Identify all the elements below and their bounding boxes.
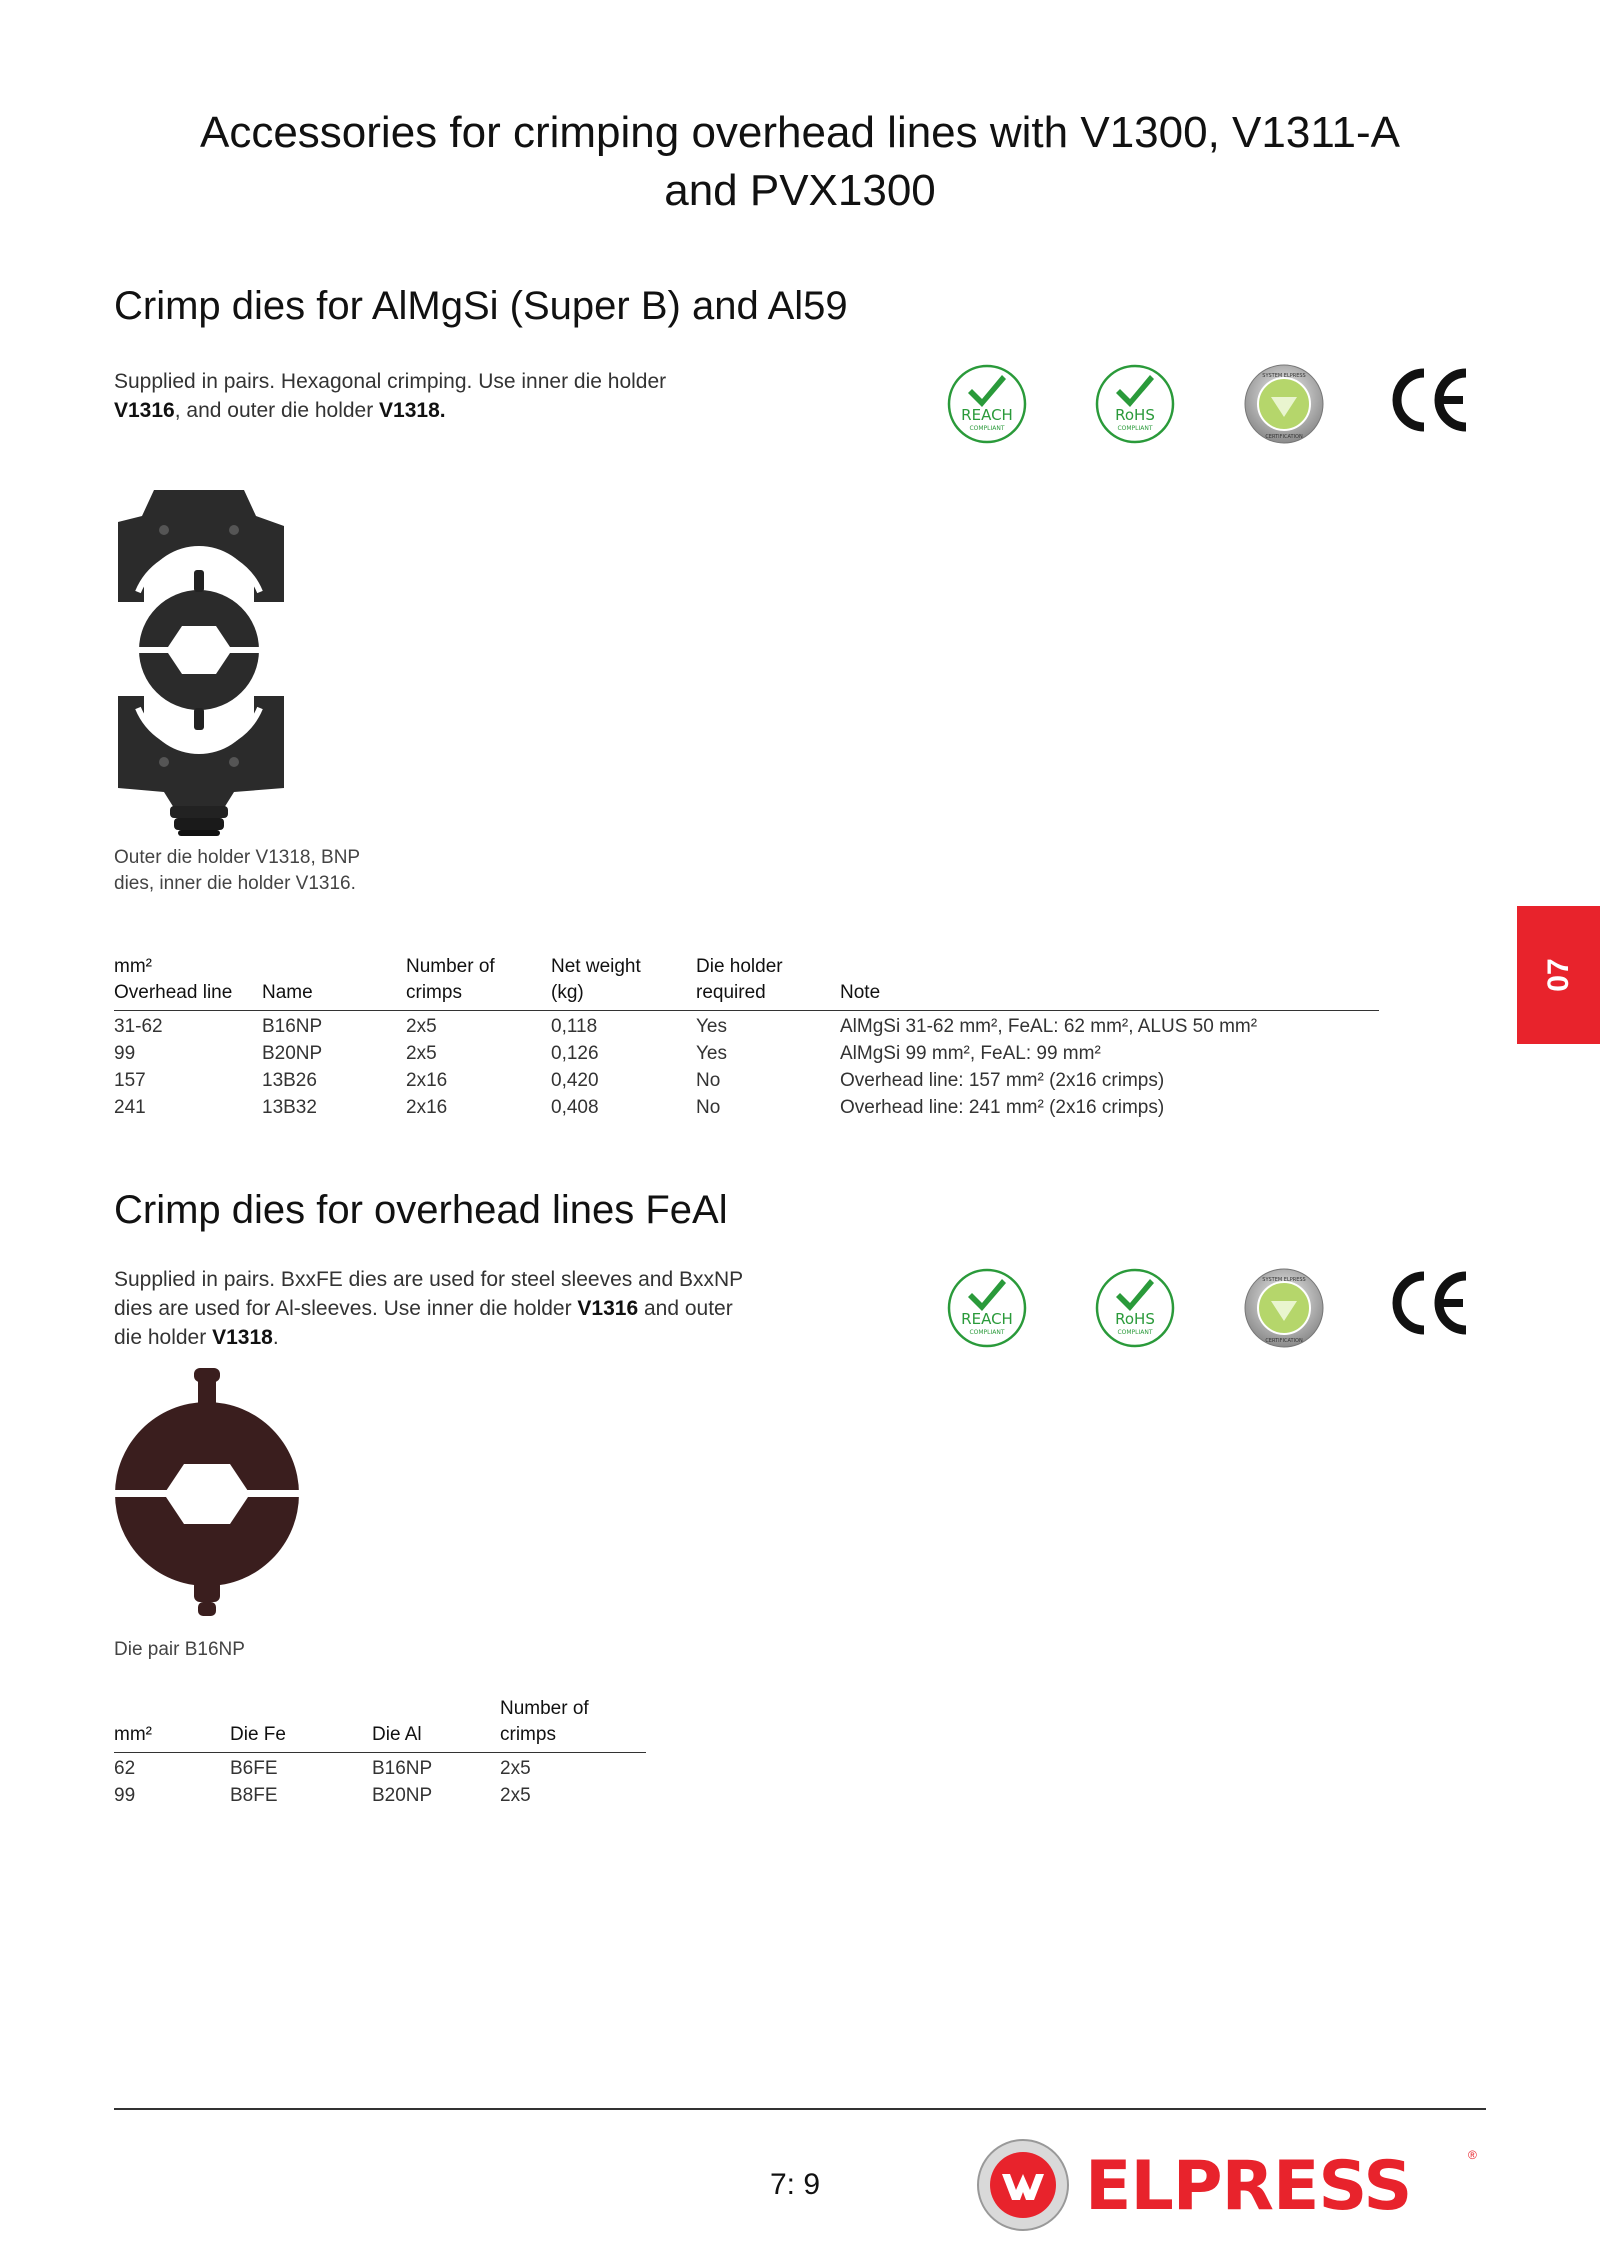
svg-text:SYSTEM ELPRESS: SYSTEM ELPRESS <box>1262 373 1306 379</box>
svg-text:RoHS: RoHS <box>1115 406 1155 424</box>
svg-text:COMPLIANT: COMPLIANT <box>1117 1329 1153 1336</box>
col-header-die-al: Die Al <box>372 1696 500 1753</box>
table-header-row <box>114 954 1379 1011</box>
brand-name: ELPRESS <box>1085 2147 1412 2226</box>
svg-text:REACH: REACH <box>961 406 1013 424</box>
table-row: 99 B8FE B20NP 2x5 <box>114 1785 531 1806</box>
table-header-row <box>114 1696 646 1753</box>
certification-seal-icon <box>1243 1267 1325 1354</box>
table-row: 157 13B26 2x16 0,420 No Overhead line: 157 mm² (2x16 crimps) <box>114 1070 1165 1091</box>
col-header-crimps: Number of crimps <box>406 954 551 1011</box>
rohs-icon <box>1094 1267 1176 1354</box>
col-header-die-fe: Die Fe <box>230 1696 372 1753</box>
svg-text:RoHS: RoHS <box>1115 1310 1155 1328</box>
certification-seal-icon <box>1243 363 1325 450</box>
svg-text:COMPLIANT: COMPLIANT <box>969 1329 1005 1336</box>
almgsi-dies-table <box>114 954 1379 1121</box>
table-row: 241 13B32 2x16 0,408 No Overhead line: 241 mm² (2x16 crimps) <box>114 1097 1165 1118</box>
table-row: 62 B6FE B16NP 2x5 <box>114 1758 531 1779</box>
svg-text:COMPLIANT: COMPLIANT <box>969 425 1005 432</box>
section-title-almgsi: Crimp dies for AlMgSi (Super B) and Al59 <box>114 284 848 328</box>
rohs-icon <box>1094 363 1176 450</box>
table-row: 31-62 B16NP 2x5 0,118 Yes AlMgSi 31-62 mm², FeAL: 62 mm², ALUS 50 mm² <box>114 1016 1258 1037</box>
die-holder-image <box>114 486 284 841</box>
die-pair-caption: Die pair B16NP <box>114 1639 245 1660</box>
ce-mark-icon <box>1390 365 1470 440</box>
svg-text:CERTIFICATION: CERTIFICATION <box>1265 434 1303 440</box>
feal-dies-table <box>114 1696 646 1809</box>
brand-registered-mark: ® <box>1468 2148 1477 2162</box>
elpress-logo-icon <box>976 2138 1070 2237</box>
table-row: 99 B20NP 2x5 0,126 Yes AlMgSi 99 mm², FeAL: 99 mm² <box>114 1043 1101 1064</box>
svg-text:SYSTEM ELPRESS: SYSTEM ELPRESS <box>1262 1277 1306 1283</box>
section-intro-feal: Supplied in pairs. BxxFE dies are used for steel sleeves and BxxNP dies are used for Al-sleeves. Use inner die holder V1316 and outer die holder V1318. <box>114 1268 744 1349</box>
page-number: 7: 9 <box>770 2168 821 2201</box>
section-intro-almgsi: Supplied in pairs. Hexagonal crimping. Use inner die holder V1316, and outer die holder V1318. <box>114 370 667 422</box>
svg-text:CERTIFICATION: CERTIFICATION <box>1265 1338 1303 1344</box>
chapter-tab: 07 <box>1517 906 1600 1044</box>
footer-divider <box>114 2108 1486 2110</box>
section-title-feal: Crimp dies for overhead lines FeAl <box>114 1188 728 1232</box>
reach-icon <box>946 1267 1028 1354</box>
col-header-mm2: mm² Overhead line <box>114 954 262 1011</box>
svg-text:COMPLIANT: COMPLIANT <box>1117 425 1153 432</box>
col-header-holder: Die holder required <box>696 954 840 1011</box>
svg-text:REACH: REACH <box>961 1310 1013 1328</box>
die-pair-image <box>112 1368 302 1623</box>
reach-icon <box>946 363 1028 450</box>
col-header-mm2: mm² <box>114 1696 230 1753</box>
col-header-weight: Net weight (kg) <box>551 954 696 1011</box>
col-header-name: Name <box>262 954 406 1011</box>
col-header-note: Note <box>840 954 1379 1011</box>
die-holder-caption: Outer die holder V1318, BNP dies, inner die holder V1316. <box>114 847 361 894</box>
ce-mark-icon <box>1390 1268 1470 1343</box>
page-title: Accessories for crimping overhead lines with V1300, V1311-A and PVX1300 <box>199 108 1400 215</box>
col-header-crimps: Number of crimps <box>500 1696 646 1753</box>
